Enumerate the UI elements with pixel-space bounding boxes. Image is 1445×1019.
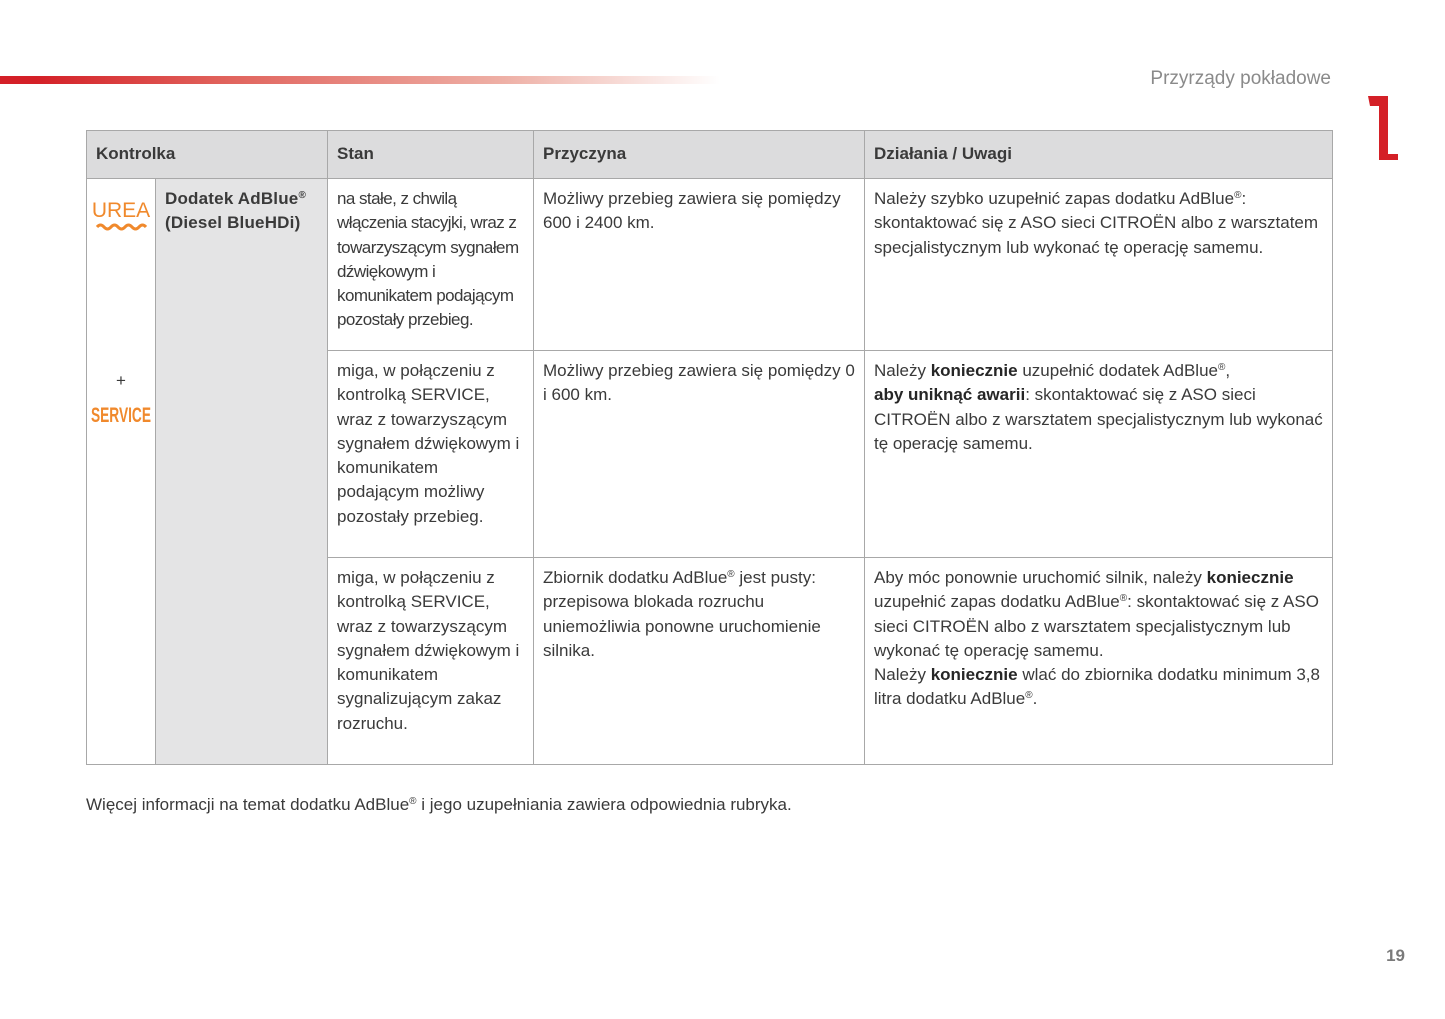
row1-d-text: Należy szybko uzupełnić zapas dodatku AdBlue bbox=[874, 189, 1235, 208]
indicator-name-line1: Dodatek AdBlue bbox=[165, 189, 299, 208]
row2-d-bold: koniecznie bbox=[930, 361, 1018, 380]
row3-d-bold: koniecznie bbox=[1206, 568, 1294, 587]
registered-mark: ® bbox=[409, 796, 417, 807]
indicator-name-line2: (Diesel BlueHDi) bbox=[165, 213, 301, 233]
urea-warning-icon bbox=[93, 197, 149, 237]
row3-d-text: wlać do zbiornika dodatku minimum 3,8 litra dodatku AdBlue bbox=[874, 665, 1320, 709]
chapter-number bbox=[1366, 88, 1400, 162]
chapter-number-glyph bbox=[1368, 96, 1398, 160]
header-accent-bar bbox=[0, 76, 720, 84]
row3-p-text: Zbiornik dodatku AdBlue bbox=[543, 568, 728, 587]
row2-dzialania bbox=[865, 351, 1333, 558]
header-stan: Stan bbox=[328, 131, 534, 179]
row2-d-text: Należy bbox=[874, 361, 931, 380]
table-row bbox=[87, 179, 1333, 351]
footnote-text: Więcej informacji na temat dodatku AdBlue bbox=[86, 795, 410, 814]
registered-mark: ® bbox=[727, 569, 735, 580]
row2-przyczyna: Możliwy przebieg zawiera się pomiędzy 0 i 600 km. bbox=[534, 351, 865, 558]
footnote bbox=[86, 795, 792, 815]
indicator-name-cell bbox=[156, 179, 328, 765]
row3-d-text: . bbox=[1032, 689, 1038, 709]
section-title: Przyrządy pokładowe bbox=[1150, 68, 1331, 89]
registered-mark: ® bbox=[1025, 690, 1033, 702]
header-kontrolka: Kontrolka bbox=[87, 131, 328, 179]
page-number: 19 bbox=[1386, 946, 1405, 965]
header-przyczyna: Przyczyna bbox=[534, 131, 865, 179]
warning-light-table bbox=[86, 130, 1333, 765]
row1-dzialania bbox=[865, 179, 1333, 351]
row1-przyczyna: Możliwy przebieg zawiera się pomiędzy 600 i 2400 km. bbox=[534, 179, 865, 351]
row2-d-text: uzupełnić dodatek AdBlue bbox=[1017, 361, 1218, 380]
registered-mark: ® bbox=[1234, 190, 1242, 201]
footnote-text: i jego uzupełniania zawiera odpowiednia rubryka. bbox=[416, 795, 792, 814]
header-dzialania: Działania / Uwagi bbox=[865, 131, 1333, 179]
row2-d-text: : skontaktować się z ASO sieci CITROËN albo z warsztatem specjalistycznym lub wykonać tę operację samemu. bbox=[874, 385, 1323, 453]
registered-mark: ® bbox=[298, 190, 307, 201]
row3-p-text: jest pusty: przepisowa blokada rozruchu uniemożliwia ponowne uruchomienie silnika. bbox=[543, 568, 821, 660]
row3-d-text: uzupełnić zapas dodatku AdBlue bbox=[874, 592, 1120, 612]
row3-przyczyna bbox=[534, 558, 865, 765]
row3-d-text: : skontaktować się z ASO sieci CITROËN albo z warsztatem specjalistycznym lub wykonać tę operację samemu. bbox=[874, 592, 1319, 660]
registered-mark: ® bbox=[1119, 593, 1128, 605]
row3-d-text: Aby móc ponownie uruchomić silnik, należy bbox=[874, 568, 1207, 587]
service-icon-label: SERVICE bbox=[91, 404, 151, 428]
urea-icon-label: UREA bbox=[91, 199, 151, 222]
row1-stan: na stałe, z chwilą włączenia stacyjki, wraz z towarzyszącym sygnałem dźwiękowym i komunikatem podającym pozostały przebieg. bbox=[328, 179, 534, 351]
service-warning-icon bbox=[90, 401, 152, 427]
row3-d-text: Należy bbox=[874, 665, 931, 685]
row1-d-text: : skontaktować się z ASO sieci CITROËN albo z warsztatem specjalistycznym lub wykonać tę operację samemu. bbox=[874, 189, 1319, 257]
plus-sign: + bbox=[116, 371, 126, 390]
row3-dzialania bbox=[865, 558, 1333, 765]
table-header-row bbox=[87, 131, 1333, 179]
indicator-icon-cell bbox=[87, 179, 156, 765]
row3-stan: miga, w połączeniu z kontrolką SERVICE, wraz z towarzyszącym sygnałem dźwiękowym i komunikatem sygnalizującym zakaz rozruchu. bbox=[328, 558, 534, 765]
row2-stan: miga, w połączeniu z kontrolką SERVICE, wraz z towarzyszącym sygnałem dźwiękowym i komunikatem podającym możliwy pozostały przebieg. bbox=[328, 351, 534, 558]
row2-d-text: , bbox=[1225, 361, 1231, 380]
row2-d-bold: aby uniknąć awarii bbox=[874, 385, 1026, 405]
row3-d-bold: koniecznie bbox=[930, 665, 1018, 685]
registered-mark: ® bbox=[1217, 362, 1226, 373]
